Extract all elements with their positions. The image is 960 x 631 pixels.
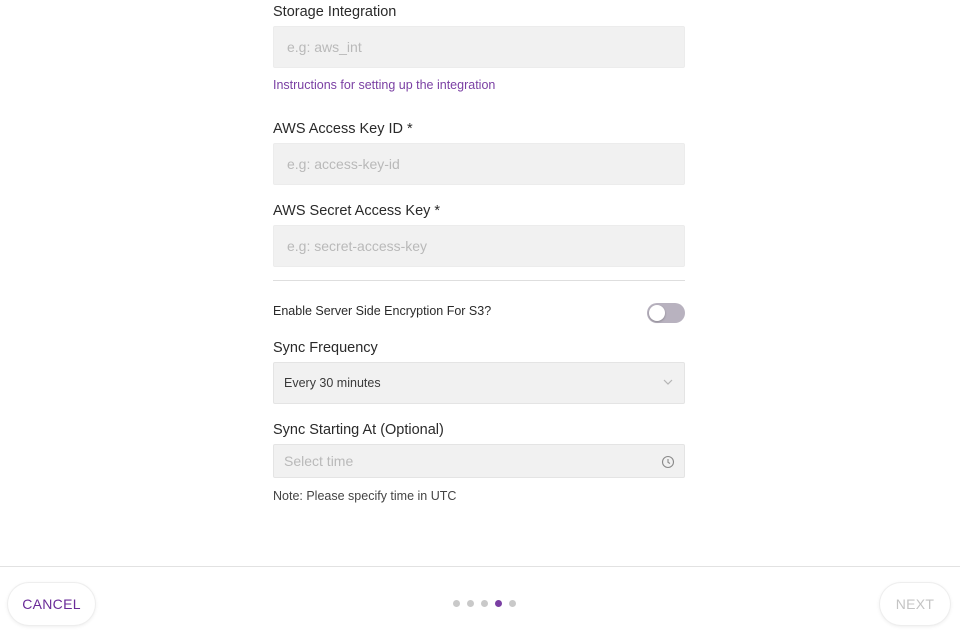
access-key-id-input[interactable] (273, 143, 685, 185)
step-dot (509, 600, 516, 607)
step-dot-current (495, 600, 502, 607)
step-dot (481, 600, 488, 607)
cancel-button[interactable]: CANCEL (8, 583, 95, 625)
toggle-knob (649, 305, 665, 321)
step-dot (467, 600, 474, 607)
secret-access-key-label: AWS Secret Access Key * (273, 203, 441, 219)
step-dot (453, 600, 460, 607)
wizard-footer (0, 566, 960, 631)
sync-starting-at-placeholder: Select time (284, 453, 354, 469)
storage-integration-placeholder: e.g: aws_int (287, 39, 362, 55)
chevron-down-icon (662, 376, 674, 388)
storage-integration-label: Storage Integration (273, 4, 397, 20)
sync-starting-at-input[interactable] (273, 444, 685, 478)
section-divider (273, 280, 685, 281)
secret-access-key-placeholder: e.g: secret-access-key (287, 238, 428, 254)
clock-icon (661, 455, 675, 469)
encryption-toggle[interactable] (647, 303, 685, 323)
secret-access-key-input[interactable] (273, 225, 685, 267)
integration-instructions-link[interactable]: Instructions for setting up the integration (273, 78, 496, 92)
sync-frequency-label: Sync Frequency (273, 340, 378, 356)
utc-note: Note: Please specify time in UTC (273, 489, 457, 503)
access-key-id-label: AWS Access Key ID * (273, 121, 413, 137)
sync-frequency-select[interactable] (273, 362, 685, 404)
access-key-id-placeholder: e.g: access-key-id (287, 156, 400, 172)
storage-integration-input[interactable] (273, 26, 685, 68)
sync-starting-at-label: Sync Starting At (Optional) (273, 422, 444, 438)
encryption-toggle-label: Enable Server Side Encryption For S3? (273, 304, 492, 318)
next-button[interactable]: NEXT (880, 583, 950, 625)
sync-frequency-value: Every 30 minutes (284, 376, 381, 390)
step-indicator (453, 600, 516, 607)
